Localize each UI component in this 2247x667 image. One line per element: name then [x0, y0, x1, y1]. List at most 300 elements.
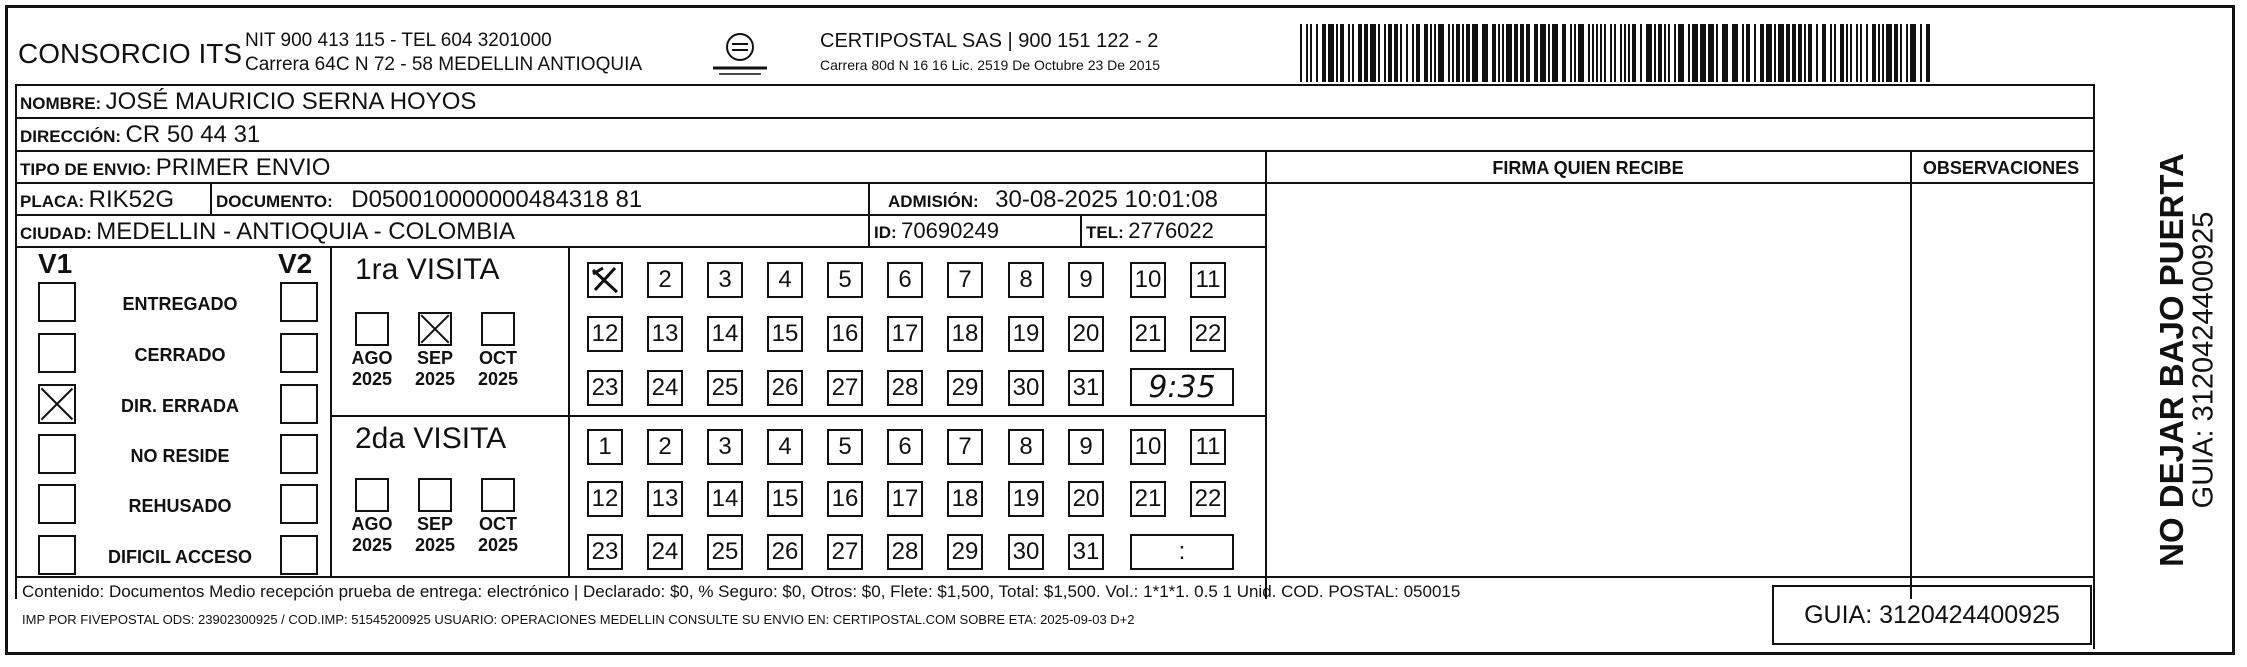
barcode-bar — [1688, 24, 1690, 82]
barcode-bar — [1860, 24, 1862, 82]
barcode-bar — [1798, 24, 1802, 82]
barcode-bar — [1526, 24, 1530, 82]
v1-checkbox[interactable] — [38, 384, 76, 424]
admision-row — [888, 186, 1218, 214]
day-number: 27 — [831, 374, 859, 401]
day-number: 30 — [1012, 374, 1040, 401]
day-number: 12 — [591, 320, 619, 347]
day-checkbox[interactable] — [1008, 481, 1044, 517]
barcode-bar — [1760, 24, 1764, 82]
day-checkbox[interactable] — [767, 262, 803, 298]
day-number: 9 — [1079, 433, 1093, 460]
day-number: 14 — [711, 485, 739, 512]
day-number: 28 — [891, 538, 919, 565]
carrier-name: CERTIPOSTAL SAS | 900 151 122 - 2 — [820, 30, 1159, 52]
tel-label: TEL: — [1086, 223, 1124, 242]
barcode-bar — [1654, 24, 1656, 82]
day-number: 17 — [891, 485, 919, 512]
day-checkbox[interactable] — [1130, 262, 1166, 298]
day-checkbox[interactable] — [707, 316, 743, 352]
barcode-bar — [1340, 24, 1344, 82]
ciudad-value: MEDELLIN - ANTIOQUIA - COLOMBIA — [96, 218, 515, 245]
barcode-bar — [1628, 24, 1630, 82]
barcode-bar — [1866, 24, 1868, 82]
day-number: 24 — [651, 538, 679, 565]
day-number: 30 — [1012, 538, 1040, 565]
barcode-bar — [1482, 24, 1488, 82]
day-number: 9 — [1079, 266, 1093, 293]
barcode-bar — [1664, 24, 1666, 82]
barcode-bar — [1502, 24, 1504, 82]
day-number: 8 — [1019, 266, 1033, 293]
month-label — [342, 514, 402, 556]
day-checkbox[interactable] — [1130, 429, 1166, 465]
day-number: 21 — [1134, 320, 1162, 347]
day-checkbox[interactable] — [947, 481, 983, 517]
day-checkbox[interactable] — [767, 481, 803, 517]
month-year: 2025 — [351, 369, 393, 389]
month-label — [468, 514, 528, 556]
day-checkbox[interactable] — [1190, 481, 1226, 517]
first-visit-title: 1ra VISITA — [355, 253, 500, 286]
day-number: 26 — [771, 374, 799, 401]
month-name: AGO — [351, 348, 393, 368]
barcode-bar — [1786, 24, 1790, 82]
side-guia-label: GUIA: 3120424400925 — [2187, 211, 2220, 509]
barcode-bar — [1520, 24, 1524, 82]
barcode-bar — [1926, 24, 1930, 82]
day-checkbox[interactable] — [587, 262, 623, 298]
month-name: SEP — [416, 514, 454, 534]
day-number: 14 — [711, 320, 739, 347]
documento-row — [216, 186, 642, 214]
month-year: 2025 — [477, 535, 519, 555]
barcode-bar — [1358, 24, 1362, 82]
barcode-bar — [1370, 24, 1376, 82]
v1-checkbox[interactable] — [38, 484, 76, 524]
day-number: 19 — [1012, 485, 1040, 512]
nombre-value: JOSÉ MAURICIO SERNA HOYOS — [105, 88, 477, 115]
barcode-bar — [1600, 24, 1602, 82]
day-number: 11 — [1195, 433, 1221, 460]
day-number: 4 — [778, 266, 792, 293]
day-number: 17 — [891, 320, 919, 347]
day-number: 2 — [658, 433, 672, 460]
day-checkbox[interactable] — [707, 262, 743, 298]
barcode-bar — [1766, 24, 1772, 82]
barcode-bar — [1856, 24, 1858, 82]
observaciones-header: OBSERVACIONES — [1922, 158, 2080, 178]
barcode-bar — [1822, 24, 1826, 82]
day-number: 26 — [771, 538, 799, 565]
day-number: 3 — [718, 266, 732, 293]
month-checkbox[interactable] — [481, 478, 515, 512]
day-number: 31 — [1072, 538, 1100, 565]
day-checkbox[interactable] — [587, 429, 623, 465]
barcode-bar — [1462, 24, 1464, 82]
barcode-bar — [1492, 24, 1496, 82]
barcode-bar — [1378, 24, 1380, 82]
barcode-bar — [1614, 24, 1616, 82]
footer-guia-box — [1772, 585, 2092, 645]
barcode-bar — [1592, 24, 1594, 82]
month-name: SEP — [416, 348, 454, 368]
month-checkbox[interactable] — [418, 478, 452, 512]
day-number: 10 — [1134, 266, 1162, 293]
day-number: 13 — [651, 320, 679, 347]
day-checkbox[interactable] — [1008, 429, 1044, 465]
status-label: DIFICIL ACCESO — [107, 547, 252, 567]
barcode-bar — [1570, 24, 1572, 82]
day-number: 18 — [951, 485, 979, 512]
tel-row — [1086, 218, 1214, 244]
barcode-bar — [1434, 24, 1436, 82]
day-number: 10 — [1134, 433, 1162, 460]
direccion-label: DIRECCIÓN: — [20, 127, 122, 146]
barcode-bar — [1498, 24, 1500, 82]
day-number: 22 — [1194, 485, 1222, 512]
day-number: 2 — [658, 266, 672, 293]
day-number: 7 — [958, 266, 972, 293]
nombre-row — [20, 88, 476, 116]
documento-value: D050010000000484318 81 — [351, 186, 643, 213]
day-checkbox[interactable] — [767, 316, 803, 352]
day-checkbox[interactable] — [887, 534, 923, 570]
day-checkbox[interactable] — [1068, 534, 1104, 570]
id-label: ID: — [874, 223, 897, 242]
day-checkbox[interactable] — [887, 262, 923, 298]
barcode-bar — [1316, 24, 1318, 82]
barcode-bar — [1306, 24, 1308, 82]
barcode-bar — [1596, 24, 1598, 82]
barcode-bar — [1412, 24, 1414, 82]
barcode-bar — [1352, 24, 1354, 82]
month-label — [468, 348, 528, 390]
day-checkbox[interactable] — [1068, 370, 1104, 406]
barcode-bar — [1774, 24, 1776, 82]
day-checkbox[interactable] — [1068, 316, 1104, 352]
barcode-bar — [1624, 24, 1626, 82]
barcode-bar — [1732, 24, 1738, 82]
second-visit-title: 2da VISITA — [355, 422, 507, 455]
day-number: 13 — [651, 485, 679, 512]
v2-checkbox[interactable] — [280, 434, 318, 474]
day-checkbox[interactable] — [827, 262, 863, 298]
barcode-bar — [1514, 24, 1518, 82]
company-address: Carrera 64C N 72 - 58 MEDELLIN ANTIOQUIA — [245, 54, 643, 75]
barcode-bar — [1300, 24, 1302, 82]
barcode-bar — [1574, 24, 1576, 82]
barcode-bar — [1388, 24, 1392, 82]
first-visit-time-value: 9:35 — [1148, 369, 1216, 405]
day-checkbox[interactable] — [647, 481, 683, 517]
barcode-bar — [1878, 24, 1880, 82]
barcode-bar — [1448, 24, 1450, 82]
day-checkbox[interactable] — [707, 429, 743, 465]
month-year: 2025 — [351, 535, 393, 555]
day-number: 15 — [771, 485, 799, 512]
day-checkbox[interactable] — [1008, 262, 1044, 298]
day-checkbox[interactable] — [827, 534, 863, 570]
barcode — [1300, 24, 1935, 82]
barcode-bar — [1424, 24, 1428, 82]
barcode-bar — [1906, 24, 1908, 82]
certipostal-logo-icon — [705, 30, 775, 80]
barcode-bar — [1872, 24, 1876, 82]
month-name: AGO — [351, 514, 393, 534]
month-checkbox[interactable] — [481, 312, 515, 346]
barcode-bar — [1830, 24, 1832, 82]
day-number: 23 — [591, 538, 619, 565]
direccion-value: CR 50 44 31 — [125, 121, 261, 148]
barcode-bar — [1322, 24, 1326, 82]
placa-value: RIK52G — [88, 186, 175, 213]
day-number: 20 — [1072, 320, 1100, 347]
barcode-bar — [1620, 24, 1622, 82]
admision-label: ADMISIÓN: — [888, 192, 979, 211]
day-number: 7 — [958, 433, 972, 460]
barcode-bar — [1610, 24, 1612, 82]
v1-checkbox[interactable] — [38, 434, 76, 474]
day-checkbox[interactable] — [707, 481, 743, 517]
footer-guia-value: GUIA: 3120424400925 — [1804, 600, 2060, 629]
barcode-bar — [1548, 24, 1550, 82]
barcode-bar — [1900, 24, 1902, 82]
barcode-bar — [1658, 24, 1662, 82]
admision-value: 30-08-2025 10:01:08 — [995, 186, 1218, 213]
day-number: 29 — [951, 374, 979, 401]
firma-header: FIRMA QUIEN RECIBE — [1492, 158, 1684, 178]
day-number: 27 — [831, 538, 859, 565]
day-checkbox[interactable] — [707, 370, 743, 406]
day-checkbox[interactable] — [887, 481, 923, 517]
barcode-bar — [1754, 24, 1756, 82]
barcode-bar — [1920, 24, 1922, 82]
barcode-bar — [1632, 24, 1636, 82]
second-visit-time-value: : — [1178, 538, 1186, 565]
day-number: 24 — [651, 374, 679, 401]
v2-checkbox[interactable] — [280, 484, 318, 524]
day-number: 8 — [1019, 433, 1033, 460]
v1-header: V1 — [38, 248, 73, 279]
barcode-bar — [1808, 24, 1812, 82]
v1-checkbox[interactable] — [38, 535, 76, 575]
barcode-bar — [1886, 24, 1892, 82]
barcode-bar — [1708, 24, 1714, 82]
barcode-bar — [1416, 24, 1420, 82]
barcode-bar — [1742, 24, 1744, 82]
month-label — [405, 514, 465, 556]
barcode-bar — [1882, 24, 1884, 82]
barcode-bar — [1722, 24, 1728, 82]
day-number: 21 — [1134, 485, 1162, 512]
day-checkbox[interactable] — [647, 370, 683, 406]
day-number: 20 — [1072, 485, 1100, 512]
footer-print-info: IMP POR FIVEPOSTAL ODS: 23902300925 / COD.IMP: 51545200925 USUARIO: OPERACIONES MEDELLIN CONSULTE SU ENVIO EN: CERTIPOSTAL.COM SOBRE ETA: 2025-09-03 D+2 — [22, 612, 1135, 627]
id-row — [874, 218, 999, 244]
day-number: 23 — [591, 374, 619, 401]
barcode-bar — [1700, 24, 1706, 82]
day-number: 12 — [591, 485, 619, 512]
day-checkbox[interactable] — [1068, 429, 1104, 465]
barcode-bar — [1438, 24, 1444, 82]
day-number: 4 — [778, 433, 792, 460]
status-label: CERRADO — [134, 345, 226, 365]
day-number: 16 — [831, 485, 859, 512]
day-checkbox[interactable] — [947, 316, 983, 352]
day-checkbox[interactable] — [587, 316, 623, 352]
month-name: OCT — [479, 348, 517, 368]
barcode-bar — [1792, 24, 1796, 82]
second-visit-time[interactable] — [1130, 534, 1234, 570]
first-visit-time[interactable] — [1130, 368, 1234, 406]
day-checkbox[interactable] — [947, 429, 983, 465]
tipo-envio-value: PRIMER ENVIO — [155, 154, 331, 181]
day-checkbox[interactable] — [587, 370, 623, 406]
day-checkbox[interactable] — [647, 534, 683, 570]
v1-checkbox[interactable] — [38, 333, 76, 373]
day-checkbox[interactable] — [887, 370, 923, 406]
barcode-bar — [1834, 24, 1836, 82]
day-number: 6 — [898, 266, 912, 293]
barcode-bar — [1804, 24, 1806, 82]
barcode-bar — [1816, 24, 1818, 82]
status-label: REHUSADO — [128, 496, 232, 516]
day-checkbox[interactable] — [1068, 481, 1104, 517]
day-number: 25 — [711, 538, 739, 565]
day-number: 11 — [1195, 266, 1221, 293]
month-year: 2025 — [414, 369, 456, 389]
barcode-bar — [1384, 24, 1386, 82]
day-checkbox[interactable] — [1130, 316, 1166, 352]
barcode-bar — [1394, 24, 1398, 82]
day-checkbox[interactable] — [947, 370, 983, 406]
nombre-label: NOMBRE: — [20, 94, 102, 113]
v2-checkbox[interactable] — [280, 333, 318, 373]
day-checkbox[interactable] — [887, 429, 923, 465]
ciudad-row — [20, 218, 515, 246]
day-checkbox[interactable] — [1190, 429, 1226, 465]
day-number: 1 — [598, 433, 612, 460]
barcode-bar — [1348, 24, 1350, 82]
month-label — [342, 348, 402, 390]
v2-checkbox[interactable] — [280, 384, 318, 424]
tipo-envio-row — [20, 154, 330, 182]
day-checkbox[interactable] — [827, 429, 863, 465]
day-checkbox[interactable] — [887, 316, 923, 352]
day-checkbox[interactable] — [647, 316, 683, 352]
barcode-bar — [1850, 24, 1852, 82]
day-checkbox[interactable] — [767, 429, 803, 465]
ciudad-label: CIUDAD: — [20, 224, 92, 243]
v2-checkbox[interactable] — [280, 535, 318, 575]
id-value: 70690249 — [901, 218, 1000, 243]
month-name: OCT — [479, 514, 517, 534]
v2-checkbox[interactable] — [280, 282, 318, 322]
barcode-bar — [1674, 24, 1676, 82]
barcode-bar — [1310, 24, 1312, 82]
day-checkbox[interactable] — [1008, 316, 1044, 352]
barcode-bar — [1640, 24, 1642, 82]
day-checkbox[interactable] — [947, 534, 983, 570]
day-checkbox[interactable] — [767, 534, 803, 570]
day-number: 28 — [891, 374, 919, 401]
placa-row — [20, 186, 174, 214]
barcode-bar — [1406, 24, 1408, 82]
barcode-bar — [1578, 24, 1584, 82]
day-checkbox[interactable] — [947, 262, 983, 298]
day-checkbox[interactable] — [827, 316, 863, 352]
month-checkbox[interactable] — [355, 478, 389, 512]
v2-header: V2 — [278, 248, 313, 279]
day-checkbox[interactable] — [827, 370, 863, 406]
barcode-bar — [1552, 24, 1558, 82]
barcode-bar — [1678, 24, 1684, 82]
tel-value: 2776022 — [1128, 218, 1214, 243]
barcode-bar — [1646, 24, 1652, 82]
day-number: 6 — [898, 433, 912, 460]
day-checkbox[interactable] — [1008, 534, 1044, 570]
barcode-bar — [1336, 24, 1338, 82]
day-checkbox[interactable] — [1068, 262, 1104, 298]
company-name: CONSORCIO ITS — [18, 38, 243, 69]
carrier-address: Carrera 80d N 16 16 Lic. 2519 De Octubre 23 De 2015 — [820, 57, 1161, 73]
day-checkbox[interactable] — [1130, 481, 1166, 517]
day-checkbox[interactable] — [587, 534, 623, 570]
status-label: DIR. ERRADA — [120, 396, 239, 416]
month-checkbox[interactable] — [418, 312, 452, 346]
barcode-bar — [1364, 24, 1368, 82]
placa-label: PLACA: — [20, 192, 85, 211]
barcode-bar — [1910, 24, 1916, 82]
day-checked-mark-icon — [589, 264, 621, 296]
barcode-bar — [1452, 24, 1454, 82]
barcode-bar — [1430, 24, 1432, 82]
barcode-bar — [1746, 24, 1750, 82]
day-checkbox[interactable] — [647, 429, 683, 465]
no-dejar-bajo-puerta-label: NO DEJAR BAJO PUERTA — [2153, 153, 2190, 567]
day-checkbox[interactable] — [647, 262, 683, 298]
day-checkbox[interactable] — [767, 370, 803, 406]
day-number: 16 — [831, 320, 859, 347]
day-number: 5 — [838, 433, 852, 460]
day-checkbox[interactable] — [587, 481, 623, 517]
barcode-bar — [1562, 24, 1566, 82]
day-number: 19 — [1012, 320, 1040, 347]
direccion-row — [20, 121, 260, 149]
barcode-bar — [1668, 24, 1670, 82]
day-checkbox[interactable] — [1008, 370, 1044, 406]
barcode-bar — [1506, 24, 1512, 82]
day-checkbox[interactable] — [1190, 262, 1226, 298]
barcode-bar — [1588, 24, 1590, 82]
month-year: 2025 — [477, 369, 519, 389]
v1-checkbox[interactable] — [38, 282, 76, 322]
month-label — [405, 348, 465, 390]
barcode-bar — [1456, 24, 1460, 82]
day-number: 22 — [1194, 320, 1222, 347]
barcode-bar — [1472, 24, 1478, 82]
month-year: 2025 — [414, 535, 456, 555]
day-checkbox[interactable] — [707, 534, 743, 570]
day-number: 5 — [838, 266, 852, 293]
day-checkbox[interactable] — [827, 481, 863, 517]
barcode-bar — [1716, 24, 1718, 82]
day-checkbox[interactable] — [1190, 316, 1226, 352]
barcode-bar — [1604, 24, 1606, 82]
month-checkbox[interactable] — [355, 312, 389, 346]
barcode-bar — [1400, 24, 1402, 82]
